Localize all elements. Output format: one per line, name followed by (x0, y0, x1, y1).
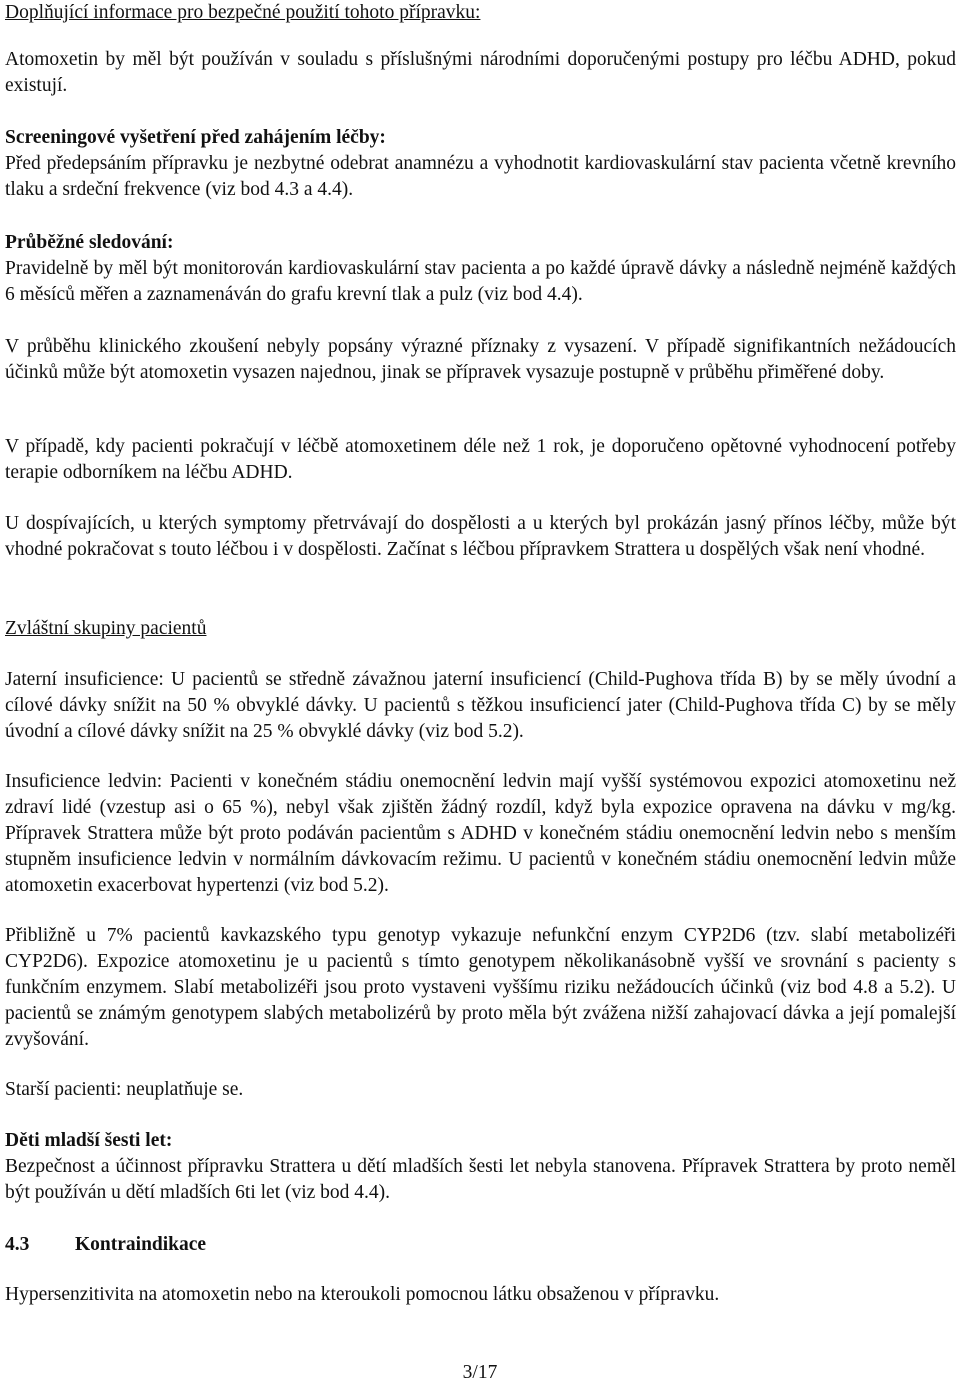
children-text: Bezpečnost a účinnost přípravku Strattera u dětí mladších šesti let nebyla stanovena. Přípravek Strattera by proto neměl být používán u dětí mladších 6ti let (viz bod 4.4). (5, 1156, 956, 1203)
paragraph-renal: Insuficience ledvin: Pacienti v konečném stádiu onemocnění ledvin mají vyšší systémovou expozici atomoxetinu než zdraví lidé (vzestup asi o 65 %), nebyl však zjištěn žádný rozdíl, když byla expozice opravena na dávku v mg/kg. Přípravek Strattera může být proto podáván pacientům s ADHD v konečném stádiu onemocnění ledvin nebo s menším stupněm insuficience ledvin v normálním dávkovacím režimu. U pacientů v konečném stádiu onemocnění ledvin může atomoxetin exacerbovat hypertenzi (viz bod 5.2). (5, 771, 956, 896)
monitoring-text: Pravidelně by měl být monitorován kardiovaskulární stav pacienta a po každé úpravě dávky a následně nejméně každých 6 měsíců měřen a zaznamenáván do grafu krevní tlak a pulz (viz bod 4.4). (5, 258, 956, 305)
paragraph-atomoxetin-guidelines: Atomoxetin by měl být používán v souladu s příslušnými národními doporučenými postupy pro léčbu ADHD, pokud existují. (5, 49, 956, 96)
paragraph-withdrawal: V průběhu klinického zkoušení nebyly popsány výrazné příznaky z vysazení. V případě signifikantních nežádoucích účinků může být atomoxetin vysazen najednou, jinak se přípravek vysazuje postupně v průběhu přiměřené doby. (5, 336, 956, 383)
screening-text: Před předepsáním přípravku je nezbytné odebrat anamnézu a vyhodnotit kardiovaskulární stav pacienta včetně krevního tlaku a srdeční frekvence (viz bod 4.3 a 4.4). (5, 153, 956, 200)
paragraph-adolescents: U dospívajících, u kterých symptomy přetrvávají do dospělosti a u kterých byl prokázán jasný přínos léčby, může být vhodné pokračovat s touto léčbou i v dospělosti. Začínat s léčbou přípravkem Strattera u dospělých však není vhodné. (5, 513, 956, 560)
special-groups-heading: Zvláštní skupiny pacientů (5, 618, 207, 639)
section-number: 4.3 (5, 1234, 30, 1255)
page-number: 3/17 (462, 1362, 498, 1383)
heading-additional-info: Doplňující informace pro bezpečné použití tohoto přípravku: (5, 2, 481, 23)
screening-block (5, 125, 956, 203)
paragraph-hypersensitivity: Hypersenzitivita na atomoxetin nebo na kteroukoli pomocnou látku obsaženou v přípravku. (5, 1284, 720, 1305)
paragraph-long-term: V případě, kdy pacienti pokračují v léčbě atomoxetinem déle než 1 rok, je doporučeno opětovné vyhodnocení potřeby terapie odborníkem na léčbu ADHD. (5, 436, 956, 483)
children-heading: Děti mladší šesti let: (5, 1130, 173, 1151)
section-heading-contraindications (5, 1232, 956, 1258)
monitoring-heading: Průběžné sledování: (5, 232, 174, 253)
screening-heading: Screeningové vyšetření před zahájením léčby: (5, 127, 386, 148)
children-block (5, 1128, 956, 1206)
paragraph-hepatic: Jaterní insuficience: U pacientů se středně závažnou jaterní insuficiencí (Child-Pughova třída B) by se měly úvodní a cílové dávky snížit na 50 % obvyklé dávky. U pacientů s těžkou insuficiencí jater (Child-Pughova třída C) by se měly úvodní a cílové dávky snížit na 25 % obvyklé dávky (viz bod 5.2). (5, 669, 956, 742)
paragraph-elderly: Starší pacienti: neuplatňuje se. (5, 1079, 244, 1100)
monitoring-block (5, 230, 956, 308)
section-title: Kontraindikace (75, 1234, 207, 1255)
paragraph-cyp2d6: Přibližně u 7% pacientů kavkazského typu genotyp vykazuje nefunkční enzym CYP2D6 (tzv. slabí metabolizéři CYP2D6). Expozice atomoxetinu je u pacientů s tímto genotypem několikanásobně vyšší ve srovnání s pacienty s funkčním enzymem. Slabí metabolizéři jsou proto vystaveni vyššímu riziku nežádoucích účinků (viz bod 4.8 a 5.2). U pacientů se známým genotypem slabých metabolizérů by proto měla být zvážena nižší zahajovací dávka a její pomalejší zvyšování. (5, 925, 956, 1050)
